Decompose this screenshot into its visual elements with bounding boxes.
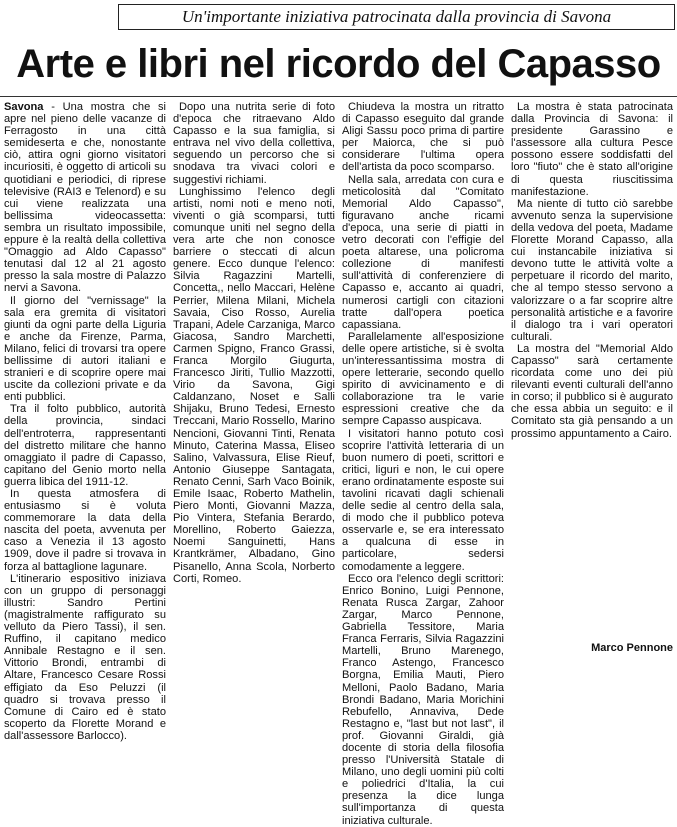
paragraph-text: Ma niente di tutto ciò sarebbe avvenuto senza la supervisione della vedova del poeta, Madame Florette Morand Capasso, alla cui instancabile iniziativa si devono tutte le attività volte a perpetuare il ricordo del marito, che al tempo stesso servono a valorizzare o a far scoprire altre personalità artistiche e a favorire il dialogo tra i vari operatori culturali. xyxy=(511,197,673,343)
headline: Arte e libri nel ricordo del Capasso xyxy=(16,42,661,86)
paragraph-text: Parallelamente all'esposizione delle opere artistiche, si è svolta un'interessantissima mostra di opere letterarie, secondo quello spirito di avvicinamento e di collaborazione tra le varie espressioni creative che da sempre Capasso auspicava. xyxy=(342,330,504,428)
article-column-3 xyxy=(342,101,504,827)
article-column-4 xyxy=(511,101,673,657)
article-paragraph xyxy=(342,428,504,573)
paragraph-text: Ecco ora l'elenco degli scrittori: Enrico Bonino, Luigi Pennone, Renata Rusca Zargar, Zahoor Zargar, Marco Pennone, Gabriella Tessitore, Maria Franca Ferraris, Silvia Ragazzini Martelli, Bruno Marenego, Franco Astengo, Francesco Borgna, Emilia Mauti, Piero Melloni, Paolo Badano, Maria Brondi Badano, Maria Morichini Rebufello, Annaviva, Dede Restagno e, "last but not last", il prof. Giovanni Giraldi, già docente di storia della filosofia presso l'Università Statale di Milano, uno degli uomini più colti e poliedrici d'Italia, la cui presenza la dice lunga sull'importanza di questa iniziativa culturale. xyxy=(342,572,504,827)
paragraph-text: Nella sala, arredata con cura e meticolosità dal "Comitato Memorial Aldo Capasso", figuravano anche ricami d'epoca, una serie di piatti in vetro decorati con l'effigie del poeta altarese, una policroma collezione di manifesti sull'attività di conferenziere di Capasso e, accanto ai quadri, numerosi cartigli con citazioni tratte dall'opera poetica capassiana. xyxy=(342,173,504,331)
article-paragraph xyxy=(4,403,166,488)
paragraph-text: L'itinerario espositivo iniziava con un gruppo di personaggi illustri: Sandro Pertini (magistralmente raffigurato su velluto da Piero Tassi), il sen. Ruffino, il capitano medico Annibale Restagno e il sen. Vittorio Brondi, entrambi di Altare, Francesco Cesare Rossi effigiato da Eso Peluzzi (il quadro si trovava presso il Comune di Cairo ed è stato scoperto da Florette Morand e dall'assessore Barlocco). xyxy=(4,572,166,742)
paragraph-text: La mostra del "Memorial Aldo Capasso" sarà certamente ricordata come uno dei più rilevanti eventi culturali dell'anno in corso; il pubblico si è augurato che essa abbia un seguito: e il Comitato sta già pensando a un prossimo appuntamento a Cairo. xyxy=(511,342,673,440)
article-paragraph xyxy=(342,331,504,428)
kicker-box xyxy=(118,4,675,30)
dateline: Savona xyxy=(4,101,44,113)
article-paragraph xyxy=(342,101,504,174)
article-paragraph xyxy=(511,343,673,440)
paragraph-text: Dopo una nutrita serie di foto d'epoca che ritraevano Aldo Capasso e la sua famiglia, si entrava nel vivo della collettiva, seguendo un percorso che si snodava tra vivaci colori e suggestivi richiami. xyxy=(173,101,335,186)
article-paragraph xyxy=(4,295,166,404)
article-column-2 xyxy=(173,101,335,657)
article-paragraph xyxy=(4,573,166,742)
article-paragraph xyxy=(4,488,166,573)
kicker-text: Un'importante iniziativa patrocinata dalla provincia di Savona xyxy=(181,7,612,26)
paragraph-text: I visitatori hanno potuto così scoprire l'attività letteraria di un buon numero di poeti, scrittori e critici, liguri e non, le cui opere erano ordinatamente esposte sui tavolini ricavati dagli schienali delle sedie al centro della sala, di modo che il pubblico poteva osservarle e, se era interessato a qualcuna di esse in particolare, sedersi comodamente a leggere. xyxy=(342,427,504,573)
paragraph-text: Il giorno del "vernissage" la sala era gremita di visitatori giunti da ogni parte della Liguria e anche da Firenze, Parma, Milano, felici di trovarsi tra opere bellissime di autori italiani e stranieri e di scoprire opere mai uscite da collezioni private e da enti pubblici. xyxy=(4,294,166,404)
article-paragraph xyxy=(173,186,335,585)
article-paragraph xyxy=(4,101,166,295)
article-paragraph xyxy=(511,101,673,198)
paragraph-text: Tra il folto pubblico, autorità della provincia, sindaci dell'entroterra, rappresentanti del distretto militare che hanno omaggiato il padre di Capasso, capitano del Genio morto nella guerra libica del 1911-12. xyxy=(4,403,166,488)
author-byline: Marco Pennone xyxy=(591,642,673,654)
article-paragraph xyxy=(342,573,504,827)
headline-divider xyxy=(0,96,677,97)
article-paragraph xyxy=(173,101,335,186)
paragraph-text: La mostra è stata patrocinata dalla Provincia di Savona: il presidente Garassino e l'assessore alla cultura Pesce possono essere soddisfatti del loro "fiuto" che è stato all'origine di questa riuscitissima manifestazione. xyxy=(511,101,673,198)
paragraph-text: In questa atmosfera di entusiasmo si è voluta commemorare la data della nascita del poeta, avvenuta per caso a Venezia il 13 agosto 1909, dove il padre si trovava in forza al battaglione lagunare. xyxy=(4,488,166,573)
paragraph-text: - Una mostra che si apre nel pieno delle vacanze di Ferragosto in una città semideserta e che, nonostante ciò, attira ogni giorno visitatori incuriositi, è oggetto di articoli su quotidiani e periodici, di riprese televisive (RAI3 e Telenord) e su cui viene realizzata una bellissima videocassetta: sembra un risultato impossibile, eppure è la realtà della collettiva "Omaggio ad Aldo Capasso" tenutasi dal 12 al 21 agosto presso la sala mostre di Palazzo nervi a Savona. xyxy=(4,101,166,295)
paragraph-text: Lunghissimo l'elenco degli artisti, nomi noti e meno noti, viventi o già scomparsi, tutti comunque uniti nel segno della vera arte che non conosce barriere o steccati di alcun genere. Ecco dunque l'elenco: Silvia Ragazzini Martelli, Concetta,, nello Maccari, Helène Perrier, Milena Milani, Michela Savaia, Ciso Rosso, Aurelia Trapani, Adele Carzaniga, Marco Giacosa, Sandro Marchetti, Carmen Spigno, Franco Grassi, Franca Morgilo Giugurta, Francesco Jiriti, Tullio Mazzotti, Virio da Savona, Gigi Caldanzano, Noset e Salli Shijaku, Bruno Tedesi, Ernesto Treccani, Mario Rossello, Marino Nencioni, Giovanni Tinti, Renata Minuto, Caterina Massa, Eliseo Salino, Valvassura, Elise Rieuf, Antonio Giuseppe Santagata, Renato Cenni, Sarh Vaco Boinik, Emile Isaac, Roberto Mathelin, Piero Monti, Giovanni Mazza, Pio Vintera, Stefania Berardo, Morellino, Roberto Gaiezza, Noemi Sanguinetti, Hans Krantkrämer, Albadano, Gino Pisanello, Anna Scola, Norberto Corti, Romeo. xyxy=(173,185,335,585)
paragraph-text: Chiudeva la mostra un ritratto di Capasso eseguito dal grande Aligi Sassu poco prima di partire per Maiorca, che si può considerare l'ultima opera dell'artista da poco scomparso. xyxy=(342,101,504,174)
article-paragraph xyxy=(342,174,504,331)
article-paragraph xyxy=(511,198,673,343)
article-column-1 xyxy=(4,101,166,742)
